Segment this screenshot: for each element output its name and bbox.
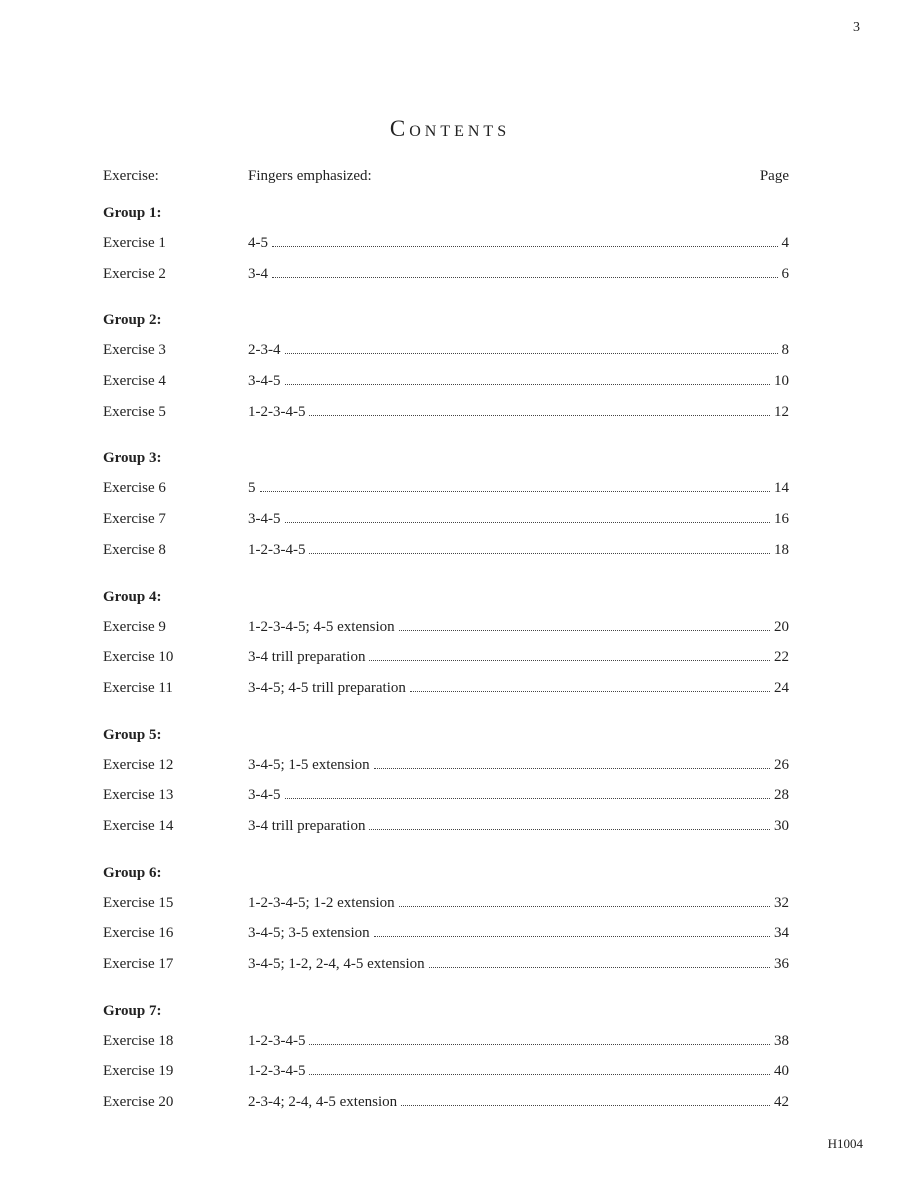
page-ref: 18 bbox=[774, 541, 789, 558]
entry-leader bbox=[248, 228, 789, 259]
fingers-emphasized: 3-4-5; 1-2, 2-4, 4-5 extension bbox=[248, 956, 425, 972]
page-ref: 30 bbox=[774, 817, 789, 834]
page-ref: 38 bbox=[774, 1032, 789, 1049]
toc-entry[interactable] bbox=[103, 259, 789, 290]
fingers-emphasized: 1-2-3-4-5; 1-2 extension bbox=[248, 894, 395, 911]
entry-leader bbox=[248, 1056, 789, 1087]
group-heading: Group 1: bbox=[103, 205, 162, 221]
exercise-name: Exercise 15 bbox=[103, 894, 174, 911]
header-exercise: Exercise: bbox=[103, 168, 159, 184]
toc-entry[interactable] bbox=[103, 1026, 789, 1057]
page-title: Contents bbox=[389, 116, 511, 141]
fingers-emphasized: 1-2-3-4-5 bbox=[248, 1032, 306, 1049]
header-page: Page bbox=[759, 168, 789, 184]
fingers-emphasized: 5 bbox=[248, 480, 256, 497]
exercise-name: Exercise 13 bbox=[103, 787, 174, 804]
entry-leader bbox=[248, 918, 789, 949]
dot-leader bbox=[272, 245, 778, 247]
exercise-name: Exercise 14 bbox=[103, 817, 174, 834]
page-ref: 26 bbox=[774, 756, 789, 773]
dot-leader bbox=[309, 1043, 770, 1045]
dot-leader bbox=[309, 552, 770, 554]
fingers-emphasized: 3-4 trill preparation bbox=[248, 817, 366, 834]
fingers-emphasized: 3-4-5; 4-5 trill preparation bbox=[248, 679, 406, 696]
page-ref: 34 bbox=[774, 925, 789, 942]
dot-leader bbox=[401, 1104, 770, 1106]
page-ref: 40 bbox=[774, 1063, 789, 1080]
fingers-emphasized: 3-4 trill preparation bbox=[248, 649, 366, 666]
group-heading: Group 6: bbox=[103, 864, 162, 881]
dot-leader bbox=[285, 352, 778, 354]
dot-leader bbox=[369, 659, 770, 661]
toc-entry[interactable] bbox=[103, 535, 789, 566]
toc-group bbox=[103, 720, 789, 842]
toc-entry[interactable] bbox=[103, 366, 789, 397]
dot-leader bbox=[309, 1073, 770, 1075]
fingers-emphasized: 1-2-3-4-5 bbox=[248, 403, 306, 420]
group-heading: Group 7: bbox=[103, 1002, 162, 1019]
page-ref: 24 bbox=[774, 679, 789, 696]
page-ref: 14 bbox=[774, 480, 789, 497]
fingers-emphasized: 1-2-3-4-5 bbox=[248, 541, 306, 558]
page-ref: 12 bbox=[774, 403, 789, 420]
exercise-name: Exercise 9 bbox=[103, 618, 166, 635]
entry-leader bbox=[248, 612, 789, 643]
page-ref: 6 bbox=[781, 265, 789, 282]
dot-leader bbox=[399, 629, 770, 631]
fingers-emphasized: 3-4-5; 3-5 extension bbox=[248, 925, 370, 942]
dot-leader bbox=[285, 383, 771, 385]
dot-leader bbox=[285, 521, 771, 523]
page-ref: 4 bbox=[781, 235, 789, 251]
fingers-emphasized: 1-2-3-4-5; 4-5 extension bbox=[248, 618, 395, 635]
exercise-name: Exercise 16 bbox=[103, 925, 174, 942]
dot-leader bbox=[272, 276, 778, 278]
toc-entry[interactable] bbox=[103, 642, 789, 673]
entry-leader bbox=[248, 397, 789, 428]
fingers-emphasized: 3-4-5 bbox=[248, 373, 281, 390]
entry-leader bbox=[248, 888, 789, 919]
page-number: 3 bbox=[853, 20, 860, 35]
page-ref: 20 bbox=[774, 618, 789, 635]
dot-leader bbox=[374, 767, 770, 769]
groups-list bbox=[103, 198, 789, 1118]
entry-leader bbox=[248, 335, 789, 366]
toc-group bbox=[103, 305, 789, 427]
exercise-name: Exercise 1 bbox=[103, 235, 166, 251]
toc-entry[interactable] bbox=[103, 228, 789, 259]
entry-leader bbox=[248, 535, 789, 566]
page-ref: 16 bbox=[774, 511, 789, 528]
group-heading: Group 3: bbox=[103, 450, 162, 467]
exercise-name: Exercise 4 bbox=[103, 373, 166, 390]
fingers-emphasized: 2-3-4; 2-4, 4-5 extension bbox=[248, 1094, 398, 1111]
toc-group bbox=[103, 858, 789, 980]
entry-leader bbox=[248, 1087, 789, 1118]
toc-entry[interactable] bbox=[103, 811, 789, 842]
exercise-name: Exercise 19 bbox=[103, 1063, 174, 1080]
dot-leader bbox=[399, 905, 770, 907]
toc-entry[interactable] bbox=[103, 1087, 789, 1118]
fingers-emphasized: 3-4-5; 1-5 extension bbox=[248, 756, 370, 773]
toc-entry[interactable] bbox=[103, 473, 789, 504]
exercise-name: Exercise 10 bbox=[103, 649, 174, 666]
group-heading: Group 5: bbox=[103, 726, 162, 743]
exercise-name: Exercise 3 bbox=[103, 342, 166, 359]
fingers-emphasized: 3-4 bbox=[248, 265, 268, 282]
entry-leader bbox=[248, 811, 789, 842]
page-ref: 8 bbox=[781, 342, 789, 359]
dot-leader bbox=[369, 828, 770, 830]
fingers-emphasized: 2-3-4 bbox=[248, 342, 281, 359]
page-ref: 36 bbox=[774, 956, 789, 972]
page-ref: 28 bbox=[774, 787, 789, 804]
exercise-name: Exercise 2 bbox=[103, 265, 166, 282]
entry-leader bbox=[248, 750, 789, 781]
header-fingers: Fingers emphasized: bbox=[248, 168, 372, 184]
toc-entry[interactable] bbox=[103, 397, 789, 428]
toc-group bbox=[103, 996, 789, 1118]
entry-leader bbox=[248, 366, 789, 397]
toc-entry[interactable] bbox=[103, 335, 789, 366]
dot-leader bbox=[429, 966, 770, 968]
dot-leader bbox=[285, 797, 771, 799]
exercise-name: Exercise 11 bbox=[103, 679, 173, 696]
entry-leader bbox=[248, 780, 789, 811]
dot-leader bbox=[410, 690, 770, 692]
dot-leader bbox=[309, 414, 770, 416]
toc-entry[interactable] bbox=[103, 949, 789, 980]
toc-entry[interactable] bbox=[103, 750, 789, 781]
toc-entry[interactable] bbox=[103, 888, 789, 919]
group-heading: Group 2: bbox=[103, 312, 162, 329]
exercise-name: Exercise 5 bbox=[103, 403, 166, 420]
column-headers bbox=[103, 168, 789, 190]
exercise-name: Exercise 8 bbox=[103, 541, 166, 558]
toc-entry[interactable] bbox=[103, 1056, 789, 1087]
exercise-name: Exercise 6 bbox=[103, 480, 166, 497]
table-of-contents bbox=[103, 168, 789, 1134]
toc-entry[interactable] bbox=[103, 780, 789, 811]
fingers-emphasized: 4-5 bbox=[248, 235, 268, 251]
fingers-emphasized: 3-4-5 bbox=[248, 511, 281, 528]
group-heading: Group 4: bbox=[103, 588, 162, 605]
fingers-emphasized: 3-4-5 bbox=[248, 787, 281, 804]
toc-entry[interactable] bbox=[103, 504, 789, 535]
entry-leader bbox=[248, 642, 789, 673]
toc-group bbox=[103, 443, 789, 565]
entry-leader bbox=[248, 504, 789, 535]
page-ref: 32 bbox=[774, 894, 789, 911]
dot-leader bbox=[260, 490, 771, 492]
exercise-name: Exercise 18 bbox=[103, 1032, 174, 1049]
entry-leader bbox=[248, 673, 789, 704]
page-ref: 22 bbox=[774, 649, 789, 666]
exercise-name: Exercise 7 bbox=[103, 511, 166, 528]
toc-group bbox=[103, 582, 789, 704]
page-ref: 10 bbox=[774, 373, 789, 390]
page-ref: 42 bbox=[774, 1094, 789, 1111]
toc-group bbox=[103, 198, 789, 289]
dot-leader bbox=[374, 935, 770, 937]
entry-leader bbox=[248, 473, 789, 504]
footer-code: H1004 bbox=[827, 1136, 863, 1151]
entry-leader bbox=[248, 259, 789, 290]
toc-entry[interactable] bbox=[103, 918, 789, 949]
toc-entry[interactable] bbox=[103, 673, 789, 704]
exercise-name: Exercise 20 bbox=[103, 1094, 174, 1111]
exercise-name: Exercise 17 bbox=[103, 956, 174, 972]
entry-leader bbox=[248, 1026, 789, 1057]
exercise-name: Exercise 12 bbox=[103, 756, 174, 773]
fingers-emphasized: 1-2-3-4-5 bbox=[248, 1063, 306, 1080]
entry-leader bbox=[248, 949, 789, 980]
toc-entry[interactable] bbox=[103, 612, 789, 643]
